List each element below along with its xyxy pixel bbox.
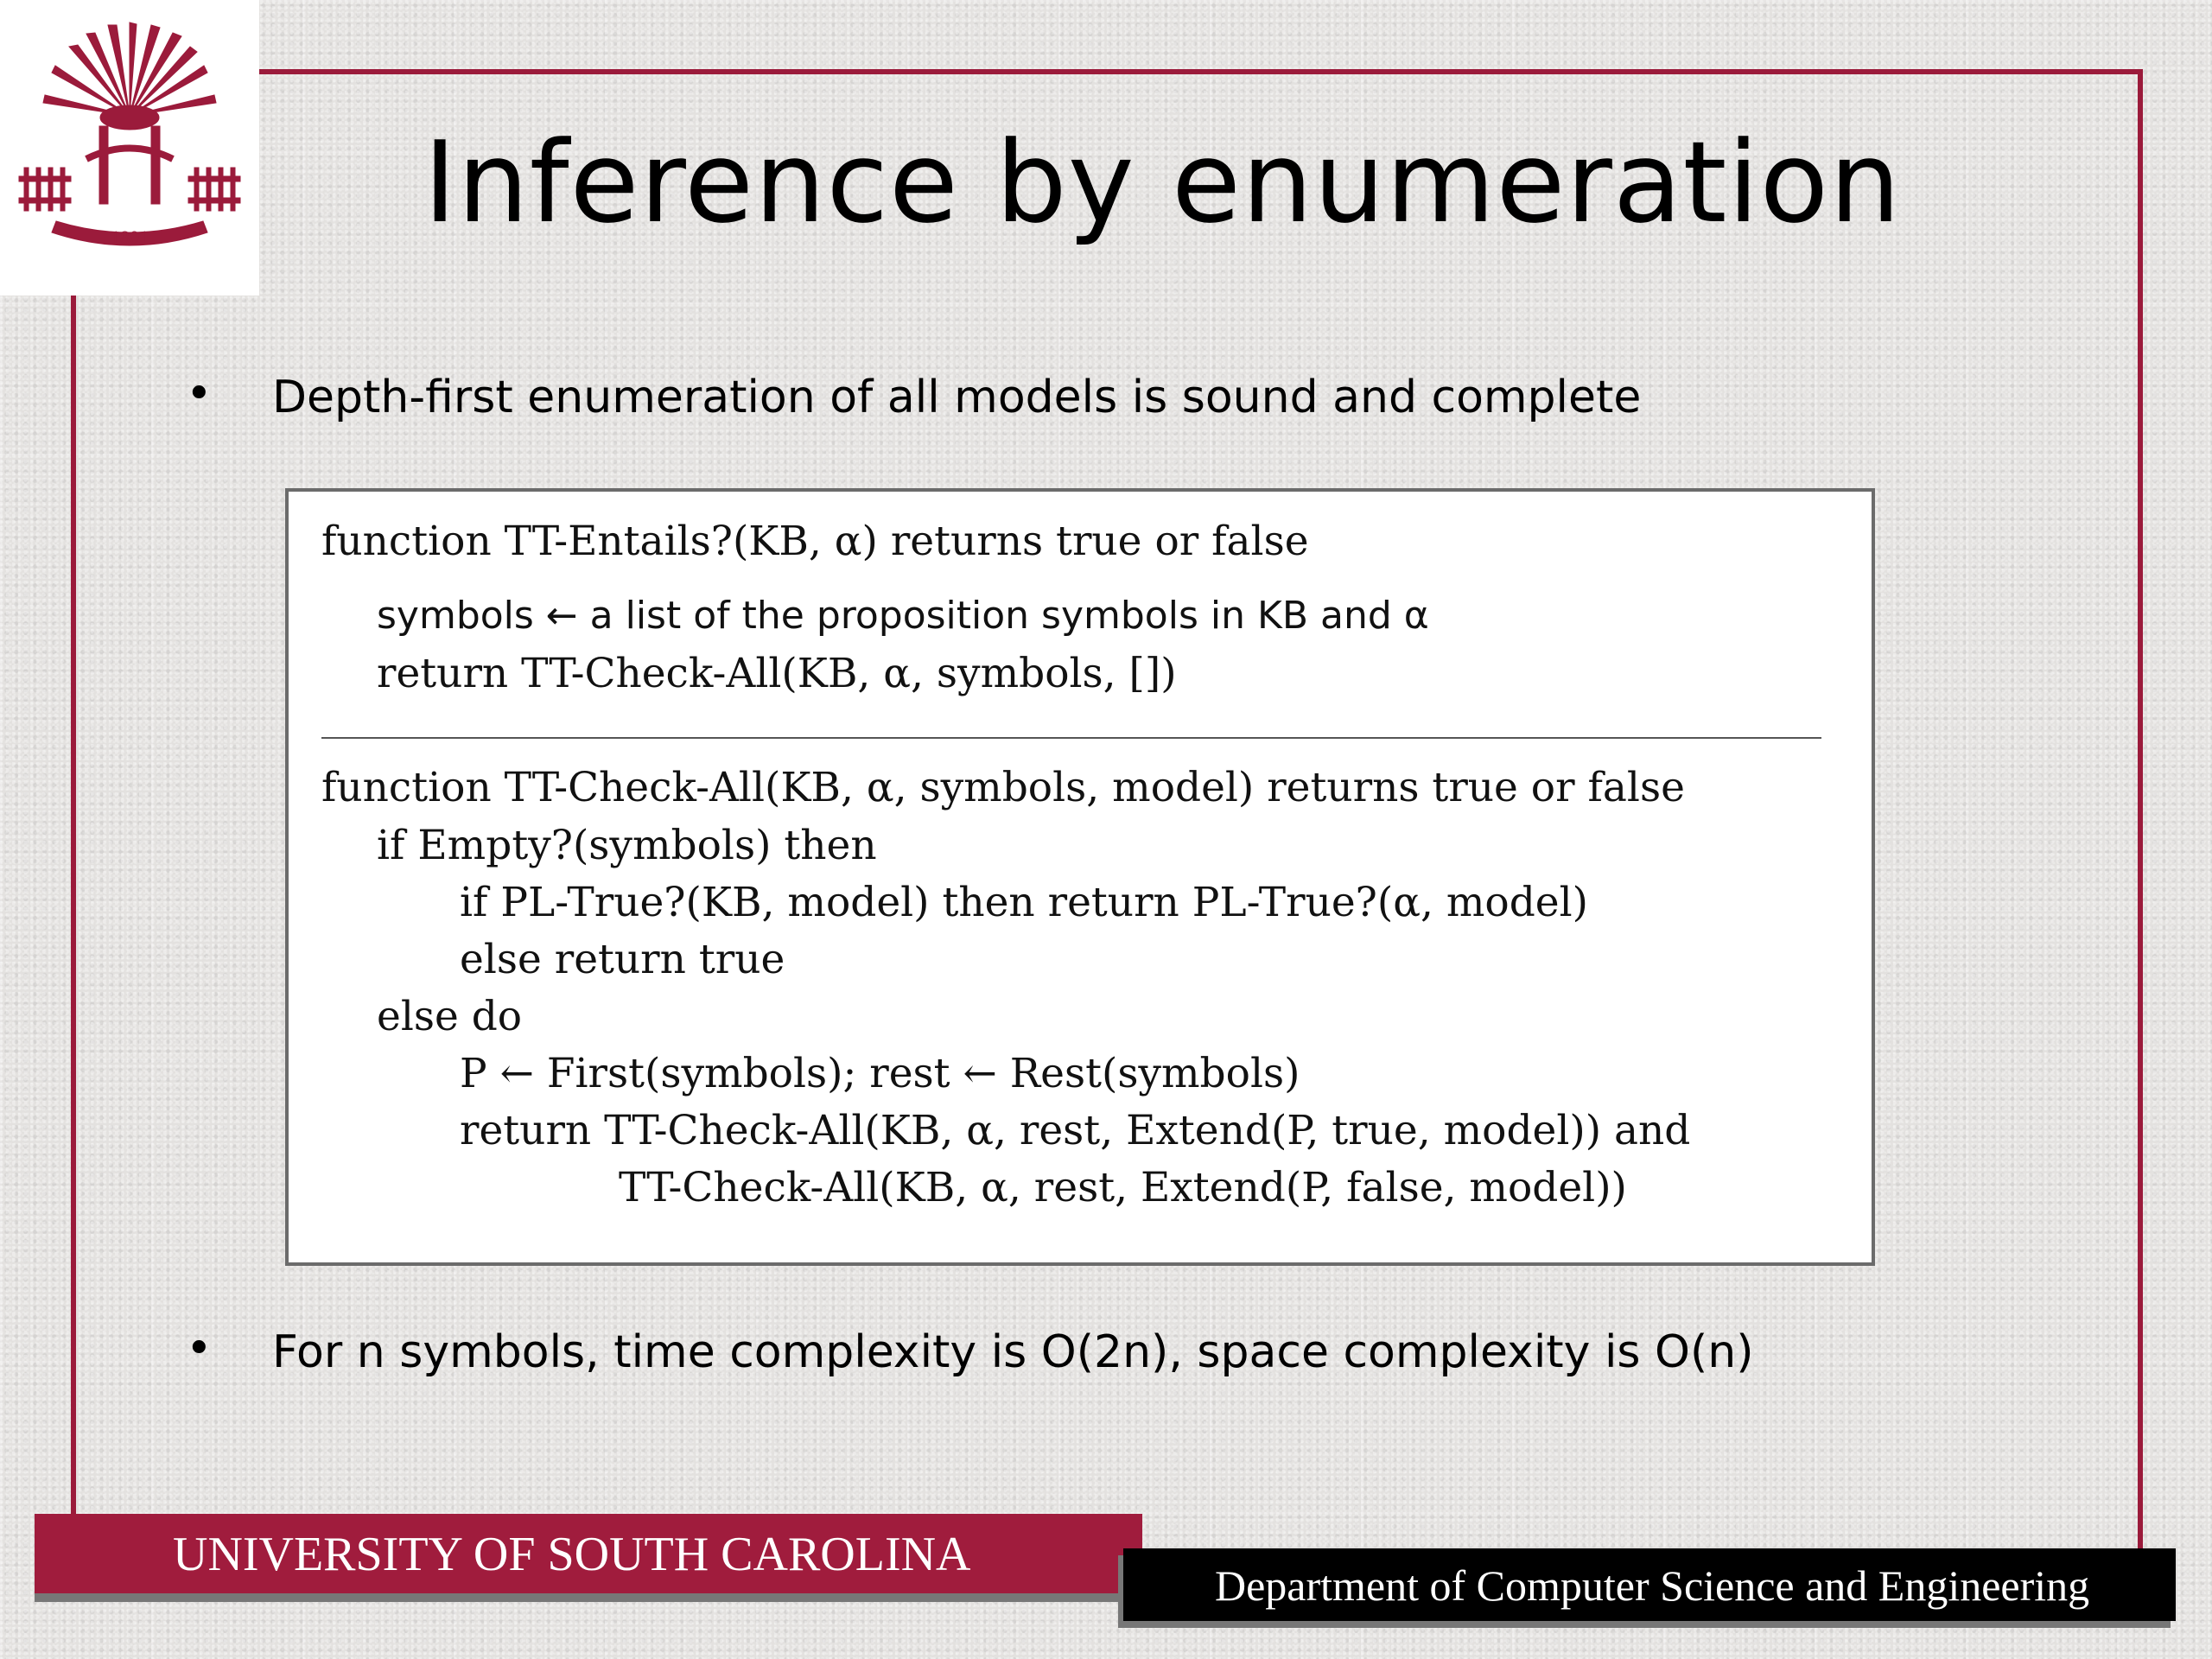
slide-title: Inference by enumeration [423,117,1902,248]
bullet-text: Depth-first enumeration of all models is sound and complete [272,372,1642,423]
algo-line-10: return TT-Check-All(KB, α, rest, Extend(P, true, model)) and [460,1107,1691,1154]
bullet-marker: • [186,1323,213,1375]
algo-line-11: TT-Check-All(KB, α, rest, Extend(P, false, model)) [619,1164,1627,1211]
university-name: UNIVERSITY OF SOUTH CAROLINA [173,1528,971,1581]
frame-right-border [2138,69,2143,1555]
algorithm-divider [321,737,1821,739]
algo-line-8: else do [377,993,523,1040]
frame-left-border [71,294,76,1521]
algo-line-5: if Empty?(symbols) then [377,822,877,869]
bullet-text: For n symbols, time complexity is O(2n), space complexity is O(n) [272,1326,1754,1378]
algo-line-1: function TT-Entails?(KB, α) returns true or false [321,518,1309,565]
algo-line-9: P ← First(symbols); rest ← Rest(symbols) [460,1050,1300,1097]
frame-top-border [259,69,2143,74]
palmetto-logo-icon [17,21,242,271]
algo-line-2: symbols ← a list of the proposition symbols in KB and α [377,594,1429,638]
algo-line-6: if PL-True?(KB, model) then return PL-True?(α, model) [460,879,1588,926]
algo-line-4: function TT-Check-All(KB, α, symbols, model) returns true or false [321,764,1685,811]
usc-logo [0,0,259,296]
university-banner [35,1514,1142,1593]
algorithm-box [285,488,1875,1266]
logo-year: 1801 [111,226,149,248]
bullet-marker: • [186,368,213,420]
department-name: Department of Computer Science and Engineering [1215,1561,2090,1610]
department-banner [1123,1548,2176,1621]
algo-line-7: else return true [460,936,785,983]
algo-line-3: return TT-Check-All(KB, α, symbols, []) [377,650,1177,697]
